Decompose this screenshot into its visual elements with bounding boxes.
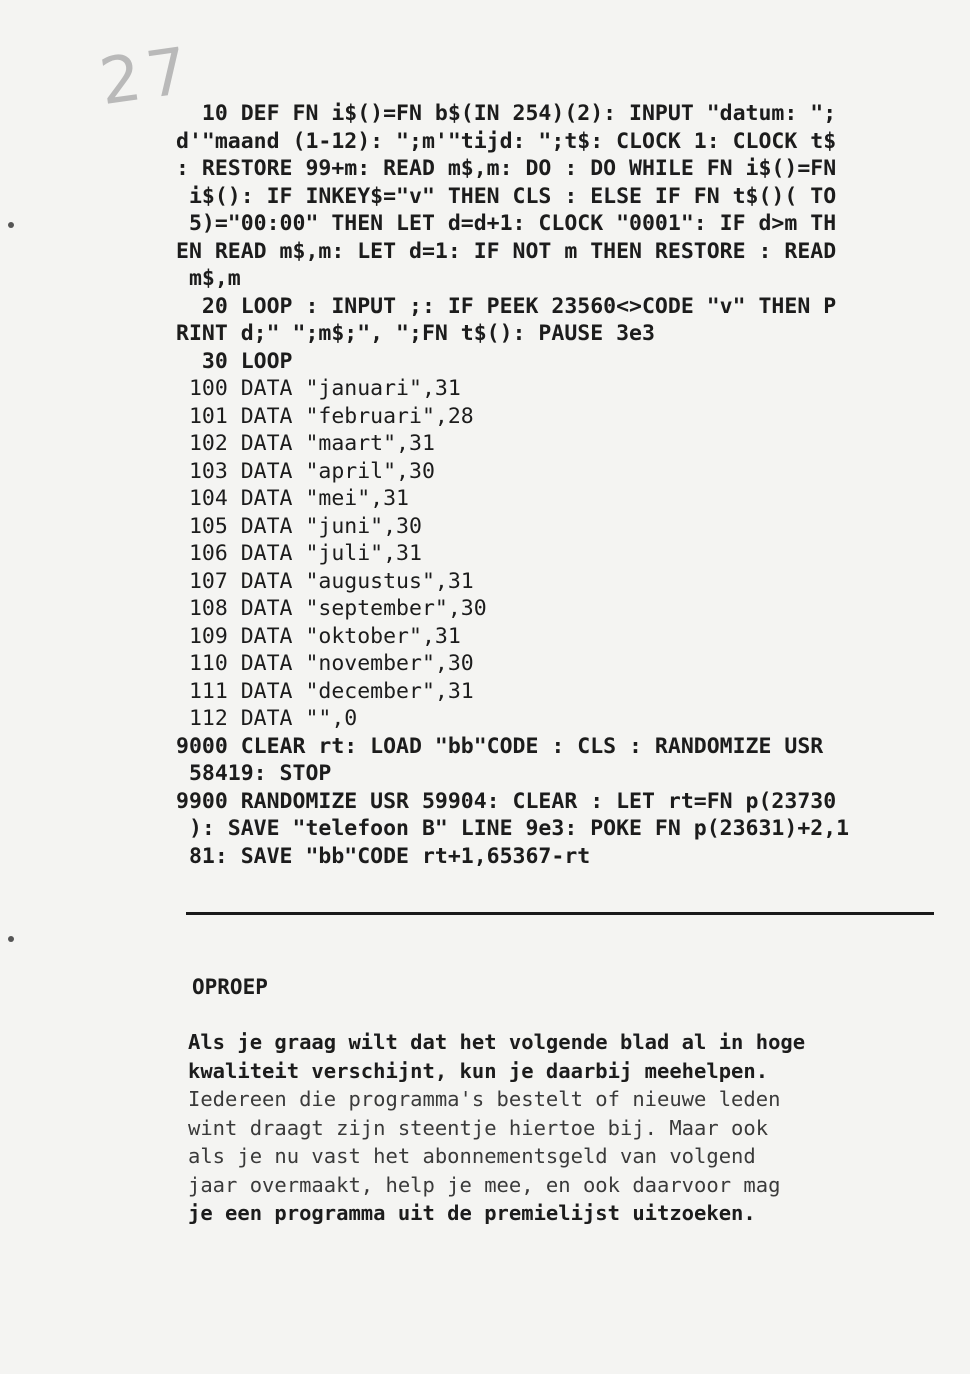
- code-line: 9900 RANDOMIZE USR 59904: CLEAR : LET rt=FN p(23730: [176, 788, 837, 814]
- code-line-data: 101 DATA "februari",28: [176, 403, 474, 429]
- basic-program-listing: [176, 100, 896, 870]
- code-line: : RESTORE 99+m: READ m$,m: DO : DO WHILE FN i$()=FN: [176, 156, 837, 181]
- code-line: 30 LOOP: [176, 348, 293, 374]
- code-line: 81: SAVE "bb"CODE rt+1,65367-rt: [176, 843, 591, 869]
- code-line-data: 108 DATA "september",30: [176, 596, 487, 621]
- code-line: 20 LOOP : INPUT ;: IF PEEK 23560<>CODE "v" THEN P: [176, 293, 837, 319]
- code-line-data: 100 DATA "januari",31: [176, 376, 461, 401]
- code-line-data: 107 DATA "augustus",31: [176, 568, 474, 594]
- code-line-data: 109 DATA "oktober",31: [176, 623, 461, 649]
- code-line: ): SAVE "telefoon B" LINE 9e3: POKE FN p(23631)+2,1: [176, 816, 850, 841]
- code-line-data: 102 DATA "maart",31: [176, 431, 435, 456]
- code-line: EN READ m$,m: LET d=1: IF NOT m THEN RESTORE : READ: [176, 238, 837, 264]
- hole-punch-mark: [8, 222, 14, 228]
- code-line-data: 112 DATA "",0: [176, 706, 358, 731]
- page-number: 27: [95, 33, 199, 121]
- code-line: 9000 CLEAR rt: LOAD "bb"CODE : CLS : RANDOMIZE USR: [176, 733, 824, 759]
- paragraph-line: als je nu vast het abonnementsgeld van volgend: [188, 1144, 756, 1168]
- paragraph-line: wint draagt zijn steentje hiertoe bij. Maar ook: [188, 1115, 769, 1140]
- paragraph-line: Iedereen die programma's bestelt of nieuwe leden: [188, 1087, 781, 1111]
- section-divider: [186, 912, 934, 915]
- code-line-data: 106 DATA "juli",31: [176, 541, 422, 566]
- code-line: i$(): IF INKEY$="v" THEN CLS : ELSE IF FN t$()( TO: [176, 183, 837, 209]
- code-line: 10 DEF FN i$()=FN b$(IN 254)(2): INPUT "datum: ";: [176, 101, 837, 126]
- paragraph-line: kwaliteit verschijnt, kun je daarbij meehelpen.: [188, 1058, 769, 1083]
- code-line: d'"maand (1-12): ";m'"tijd: ";t$: CLOCK 1: CLOCK t$: [176, 128, 837, 154]
- paragraph-line: Als je graag wilt dat het volgende blad al in hoge: [188, 1030, 806, 1054]
- oproep-paragraph: [188, 1028, 908, 1228]
- paragraph-line: je een programma uit de premielijst uitzoeken.: [188, 1201, 756, 1225]
- paragraph-line: jaar overmaakt, help je mee, en ook daarvoor mag: [188, 1172, 781, 1197]
- code-line-data: 111 DATA "december",31: [176, 678, 474, 704]
- code-line: RINT d;" ";m$;", ";FN t$(): PAUSE 3e3: [176, 321, 655, 346]
- code-line: 58419: STOP: [176, 761, 332, 786]
- code-line-data: 104 DATA "mei",31: [176, 486, 409, 511]
- code-line-data: 110 DATA "november",30: [176, 651, 474, 676]
- code-line-data: 103 DATA "april",30: [176, 458, 435, 484]
- section-heading: OPROEP: [192, 975, 268, 999]
- code-line: m$,m: [176, 266, 241, 291]
- hole-punch-mark: [8, 936, 14, 942]
- code-line-data: 105 DATA "juni",30: [176, 513, 422, 539]
- code-line: 5)="00:00" THEN LET d=d+1: CLOCK "0001": IF d>m TH: [176, 211, 837, 236]
